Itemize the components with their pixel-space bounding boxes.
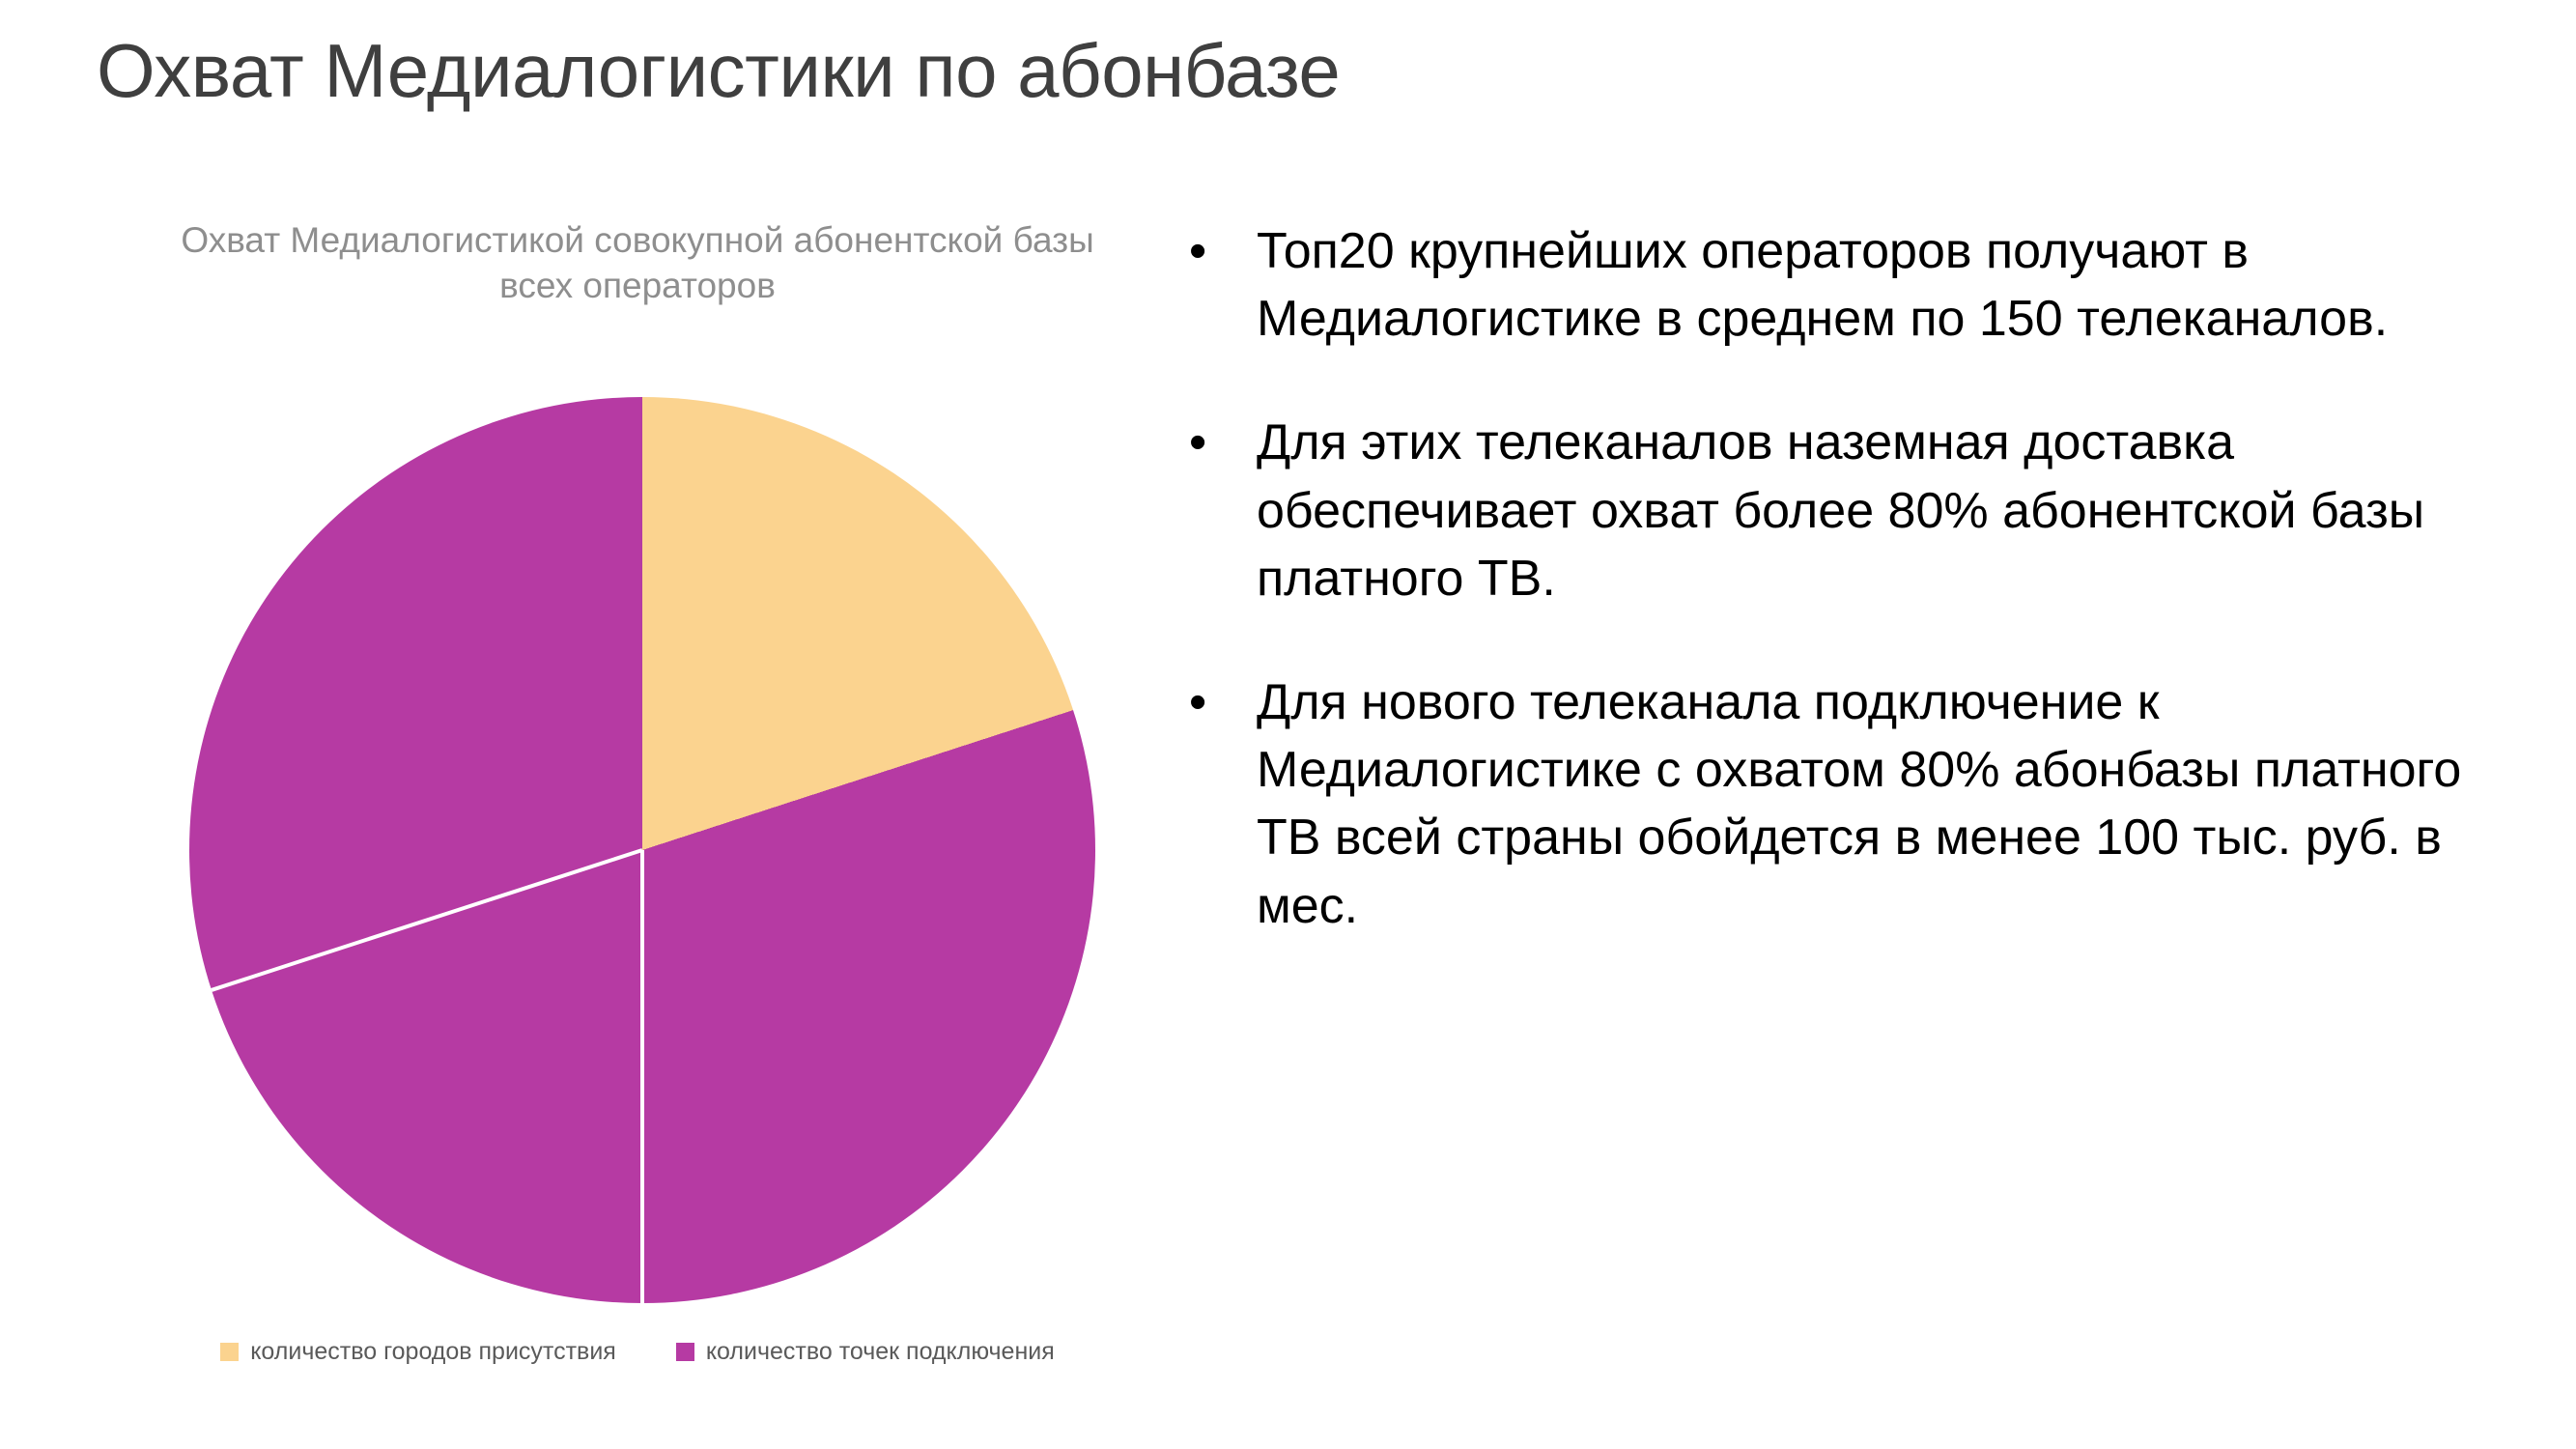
bullet-list (1183, 217, 2468, 940)
legend-swatch-icon (220, 1343, 239, 1361)
legend-item (220, 1338, 616, 1366)
bullet-marker: • (1189, 673, 1207, 730)
bullet-text: Для нового телеканала подключение к Медиалогистике с охватом 80% абонбазы платного ТВ всей страны обойдется в менее 100 тыс. руб. в мес. (1257, 673, 2462, 934)
legend-item-label: количество точек подключения (705, 1338, 1055, 1365)
bullet-marker: • (1189, 223, 1207, 279)
bullet-text: Топ20 крупнейших операторов получают в Медиалогистике в среднем по 150 телеканалов. (1257, 223, 2389, 348)
chart-legend (116, 1338, 1159, 1366)
list-item (1183, 217, 2468, 353)
pie-chart (188, 396, 1096, 1304)
legend-swatch-icon (676, 1343, 694, 1361)
list-item (1183, 409, 2468, 612)
legend-item-label: количество городов присутствия (250, 1338, 616, 1365)
bullet-text: Для этих телеканалов наземная доставка обеспечивает охват более 80% абонентской базы платного ТВ. (1257, 414, 2425, 607)
page-title: Охват Медиалогистики по абонбазе (97, 28, 1341, 113)
legend-item (676, 1338, 1055, 1366)
list-item (1183, 668, 2468, 940)
bullet-marker: • (1189, 414, 1207, 471)
chart-title: Охват Медиалогистикой совокупной абонентской базы всех операторов (181, 220, 1094, 306)
pie-chart-block (116, 217, 1159, 1396)
pie-separator (640, 850, 644, 1303)
